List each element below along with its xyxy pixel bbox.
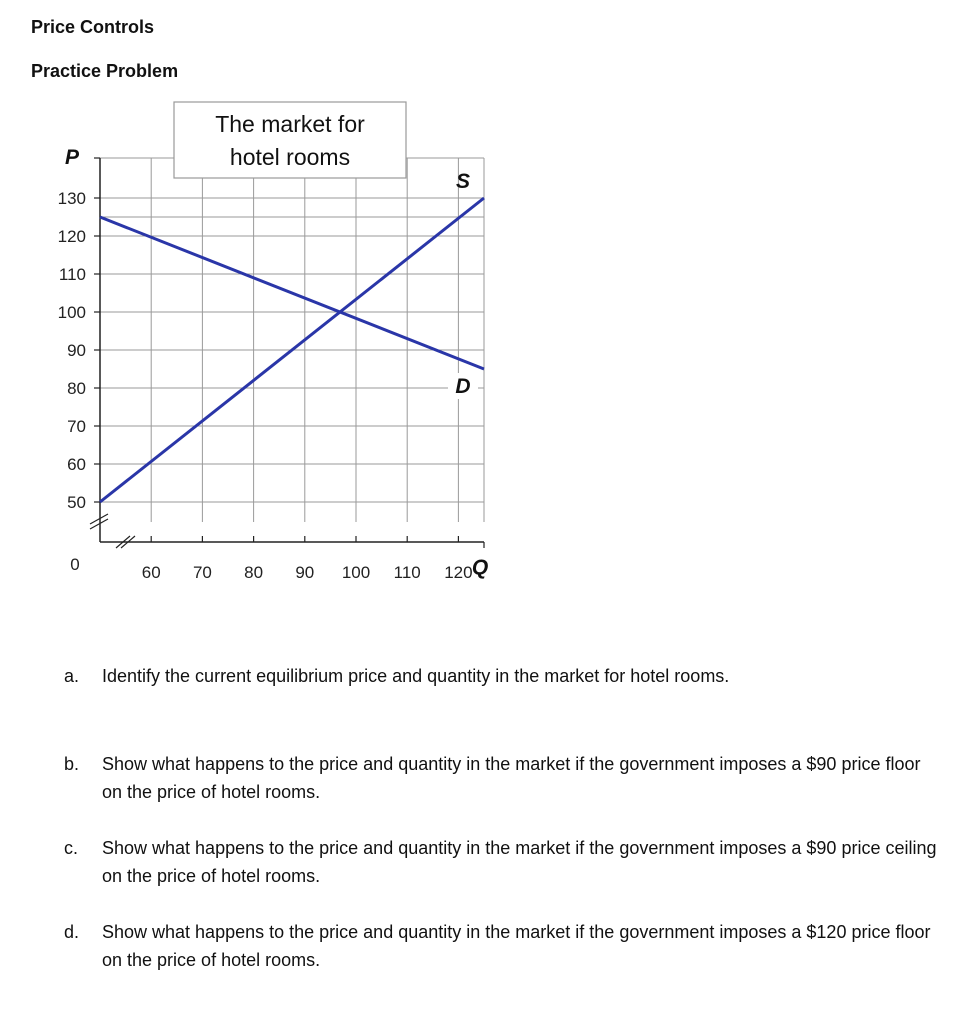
question-text: Show what happens to the price and quantity in the market if the government imposes a $90 price ceiling on the price of hotel rooms. (102, 838, 937, 886)
axis-break (90, 514, 108, 524)
axis-break (90, 519, 108, 529)
question-text: Show what happens to the price and quantity in the market if the government imposes a $90 price floor on the price of hotel rooms. (102, 754, 921, 802)
chart-title-line: The market for (215, 111, 365, 137)
y-tick-label: 130 (57, 189, 86, 208)
y-axis-label: P (64, 146, 80, 169)
question-text: Show what happens to the price and quantity in the market if the government imposes a $120 price floor on the price of hotel rooms. (102, 922, 931, 970)
x-tick-label: 90 (295, 563, 315, 582)
series-label-d: D (455, 375, 471, 398)
y-tick-label: 100 (57, 303, 86, 322)
x-tick-label: 120 (444, 563, 473, 582)
question-letter: b. (64, 754, 80, 774)
y-tick-label: 60 (67, 455, 86, 474)
y-tick-label: 90 (67, 341, 86, 360)
question-letter: c. (64, 838, 79, 858)
x-tick-label: 60 (141, 563, 161, 582)
y-tick-label: 50 (67, 493, 86, 512)
question-text: Identify the current equilibrium price and quantity in the market for hotel rooms. (102, 666, 730, 686)
origin-label: 0 (70, 555, 80, 574)
chart-title-line: hotel rooms (229, 144, 351, 170)
series-line-d (100, 217, 484, 369)
x-tick-label: 80 (244, 563, 264, 582)
y-tick-label: 110 (58, 265, 86, 284)
series-label-s: S (455, 170, 471, 193)
y-tick-label: 70 (67, 417, 86, 436)
y-tick-label: 120 (57, 227, 86, 246)
market-chart (0, 90, 520, 600)
x-axis-label: Q (471, 556, 489, 579)
y-tick-label: 80 (67, 379, 86, 398)
page-subtitle: Practice Problem (31, 61, 179, 81)
question-letter: a. (64, 666, 80, 686)
question-letter: d. (64, 922, 80, 942)
x-tick-label: 70 (192, 563, 212, 582)
x-tick-label: 100 (341, 563, 371, 582)
page-title: Price Controls (31, 17, 155, 37)
x-tick-label: 110 (393, 563, 421, 582)
